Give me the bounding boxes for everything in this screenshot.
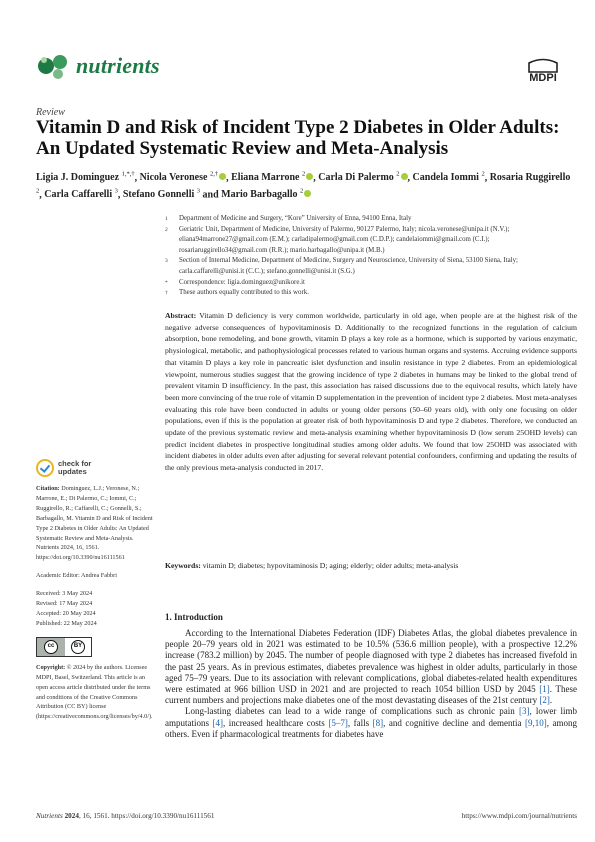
date-received: Received: 3 May 2024 xyxy=(36,590,93,598)
date-published: Published: 22 May 2024 xyxy=(36,619,97,627)
affiliations xyxy=(165,214,577,299)
check-for-updates-badge[interactable] xyxy=(36,459,154,477)
author-name[interactable]: Carla Caffarelli $^3$ xyxy=(44,187,118,201)
orcid-icon[interactable] xyxy=(401,173,408,180)
abstract xyxy=(165,310,577,474)
affiliation-text: Correspondence: ligia.dominguez@unikore.it xyxy=(179,278,305,286)
page-footer xyxy=(36,812,577,820)
author-affiliation-marks: 2 xyxy=(36,187,40,195)
affiliation-text: These authors equally contributed to this work. xyxy=(179,289,309,297)
publisher-name: MDPI xyxy=(529,72,557,84)
author-affiliation-marks: 2 xyxy=(302,171,306,178)
affiliation-mark: † xyxy=(165,290,168,297)
citation-text: Dominguez, L.J.; Veronese, N.; Marrone, E.; Di Palermo, C.; Iommi, C.; Ruggirello, R.; Caffarelli, C.; Gonnelli, S.; Barbagallo, M. Vitamin D and Risk of Incident Type 2 Diabetes in Older Adults: An Updated Systematic Review and Meta-Analysis. Nutrients 2024, 16, 1561. https://doi.org/10.3390/nu16111561 xyxy=(36,485,153,562)
affiliation-mark: 1 xyxy=(165,216,168,222)
copyright-label: Copyright: xyxy=(36,663,66,671)
academic-editor: Academic Editor: Andrea Fabbri xyxy=(36,572,117,580)
reference-link[interactable]: [3] xyxy=(518,706,530,717)
author-name[interactable]: Rosaria Ruggirello $^2$ xyxy=(36,172,571,195)
author-affiliation-marks: 2 xyxy=(396,171,400,178)
nutrients-logo-icon xyxy=(36,52,72,80)
publication-dates xyxy=(36,589,154,629)
sidebar xyxy=(36,459,154,730)
author-affiliation-marks: 2 xyxy=(300,187,304,195)
author-affiliation-marks: 2 xyxy=(481,171,485,178)
article-title: Vitamin D and Risk of Incident Type 2 Diabetes in Older Adults: An Updated Systematic Review and Meta-Analysis xyxy=(36,117,560,159)
check-updates-line1: check for xyxy=(58,459,92,468)
orcid-icon[interactable] xyxy=(306,173,313,180)
cc-by-license-icon[interactable] xyxy=(36,637,92,657)
keywords-label: Keywords: xyxy=(165,561,201,570)
date-revised: Revised: 17 May 2024 xyxy=(36,600,93,608)
reference-link[interactable]: [8] xyxy=(372,717,384,728)
reference-link[interactable]: [5–7] xyxy=(328,717,348,728)
check-updates-line2: updates xyxy=(58,467,87,476)
cc-icon-label: cc xyxy=(44,640,58,654)
affiliation-mark: 2 xyxy=(165,226,168,233)
abstract-label: Abstract: xyxy=(165,311,197,320)
affiliation-item xyxy=(165,256,577,277)
orcid-icon[interactable] xyxy=(219,173,226,180)
footer-citation: Nutrients 2024, 16, 1561. https://doi.org/10.3390/nu16111561 xyxy=(36,812,215,820)
affiliation-text: Section of Internal Medicine, Department of Medicine, Surgery and Neuroscience, University of Siena, 53100 Siena, Italy; carla.caffarelli@unisi.it (C.C.); stefano.gonnelli@unisi.it (S.G.) xyxy=(179,257,518,275)
article-type: Review xyxy=(36,107,65,118)
orcid-icon[interactable] xyxy=(304,190,311,197)
section-heading: 1. Introduction xyxy=(165,612,223,622)
author-affiliation-marks: 1,*,† xyxy=(121,171,135,178)
affiliation-item xyxy=(165,225,577,257)
author-list: Ligia J. Dominguez $^{1,*,\dagger}$, Nicola Veronese $^{2,\dagger}$ , Eliana Marrone $^2$ , Carla Di Palermo $^2$ , Candela Iommi $^2$, Rosaria Ruggirello $^2$, Carla Caffarelli $^3$, Stefano Gonnelli $^3$ and Mario Barbagallo $^2$ xyxy=(36,171,571,201)
author-affiliation-marks: 3 xyxy=(114,187,118,195)
check-updates-icon xyxy=(36,459,54,477)
copyright-text: © 2024 by the authors. Licensee MDPI, Basel, Switzerland. This article is an open access article distributed under the terms and conditions of the Creative Commons Attribution (CC BY) license (https://creativecommons.org/licenses/by/4.0/). xyxy=(36,663,153,721)
copyright xyxy=(36,663,154,722)
affiliation-mark: 3 xyxy=(165,258,168,265)
author-affiliation-marks: 3 xyxy=(196,187,201,195)
author-name[interactable]: Carla Di Palermo $^2$ xyxy=(318,172,407,183)
by-icon-label: BY xyxy=(71,640,85,654)
author-name[interactable]: Nicola Veronese $^{2,\dagger}$ xyxy=(140,172,227,183)
author-affiliation-marks: 2,† xyxy=(209,171,219,178)
affiliation-text: Department of Medicine and Surgery, “Kore” University of Enna, 94100 Enna, Italy xyxy=(179,215,412,222)
citation xyxy=(36,484,154,563)
journal-logo[interactable] xyxy=(36,52,160,80)
affiliation-mark: * xyxy=(165,279,168,286)
reference-link[interactable]: [1] xyxy=(539,684,550,695)
publisher-logo[interactable] xyxy=(527,58,559,84)
abstract-text: Vitamin D deficiency is very common worldwide, particularly in old age, when people are at the highest risk of the negative adverse consequences of hypovitaminosis D. Additionally to the recognized functions in the regulation of calcium absorption, bone remodeling, and bone growth, vitamin D plays a key role as a hormone, which is supported by various enzymatic, physiological, metabolic, and pathophysiological processes related to various human organs and systems. Accruing evidence supports that vitamin D plays a key role in pancreatic islet dysfunction and insulin resistance in type 2 diabetes. From an epidemiological viewpoint, numerous studies suggest that the growing incidence of type 2 diabetes in humans may be linked to the global trend of prevalent vitamin D insufficiency. In the past, this association has raised discussions due to the equivocal results, which lately have been more convincing of the true role of vitamin D supplementation in the prevention of incident type 2 diabetes. Most meta-analyses evaluating this role have been conducted in adults or young older persons (50–60 years old), with only one focusing on older populations, even if this is the population at greater risk of both hypovitaminosis D and type 2 diabetes. Therefore, we conducted an update of the previous systematic review and meta-analysis examining whether hypovitaminosis D (low serum 25OHD levels) can predict incident diabetes in prospective longitudinal studies among older adults. We found that low 25OHD was associated with incident diabetes in older adults even after adjusting for several relevant potential confounders, confirming and updating the results of the only previous meta-analysis conducted in 2017. xyxy=(165,311,577,473)
reference-link[interactable]: [9,10] xyxy=(525,717,547,728)
author-name[interactable]: Stefano Gonnelli $^3$ xyxy=(122,187,201,201)
paragraph: According to the International Diabetes Federation (IDF) Diabetes Atlas, the global diabetes prevalence in people 20–79 years old in 2021 was estimated to be 10.5% (536.6 million people), with a prospective 12.2% increase (783.2 million) by 2045. The number of people diagnosed with type 2 diabetes has increased fivefold in the past 25 years. As in previous estimates, diabetes prevalence was highest in older adults, particularly in those aged 75–79 years. Due to its association with relevant complications, global diabetes-related health expenditures were estimated at 966 billion USD in 2021 and are projected to reach 1054 billion USD by 2045 [1]. These current numbers and projections make diabetes one of the most devastating diseases of the 21st century [2]. xyxy=(165,628,577,706)
keywords-text: vitamin D; diabetes; hypovitaminosis D; aging; elderly; older adults; meta-analysis xyxy=(202,561,459,570)
author-name[interactable]: Eliana Marrone $^2$ xyxy=(231,172,313,183)
reference-link[interactable]: [2] xyxy=(539,695,550,706)
date-accepted: Accepted: 20 May 2024 xyxy=(36,609,96,617)
footer-journal-url[interactable]: https://www.mdpi.com/journal/nutrients xyxy=(461,812,577,820)
journal-name: nutrients xyxy=(76,53,160,78)
author-name[interactable]: Ligia J. Dominguez $^{1,*,\dagger}$ xyxy=(36,171,135,184)
citation-label: Citation: xyxy=(36,485,60,492)
body-text xyxy=(165,628,577,740)
affiliation-text: Geriatric Unit, Department of Medicine, University of Palermo, 90127 Palermo, Italy; nicola.veronese@unipa.it (N.V.); eliana94marrone27@gmail.com (E.M.); carladipalermo@gmail.com (C.D.P.); candelaiommi@gmail.com (C.I.); rosariaruggirello34@gmail.com (R.R.); mario.barbagallo@unipa.it (M.B.) xyxy=(179,225,510,254)
paragraph: Long-lasting diabetes can lead to a wide range of complications such as chronic pain [3], lower limb amputations [4], increased healthcare costs [5–7], falls [8], and cognitive decline and dementia [9,10], among others. Even if pharmacological treatments for diabetes have xyxy=(165,706,578,739)
reference-link[interactable]: [4] xyxy=(212,717,224,728)
affiliation-item xyxy=(165,278,577,289)
keywords xyxy=(165,561,577,570)
affiliation-item xyxy=(165,214,577,225)
affiliation-item xyxy=(165,288,577,299)
author-name[interactable]: Mario Barbagallo $^2$ xyxy=(221,189,311,200)
author-name[interactable]: Candela Iommi $^2$ xyxy=(412,171,485,184)
